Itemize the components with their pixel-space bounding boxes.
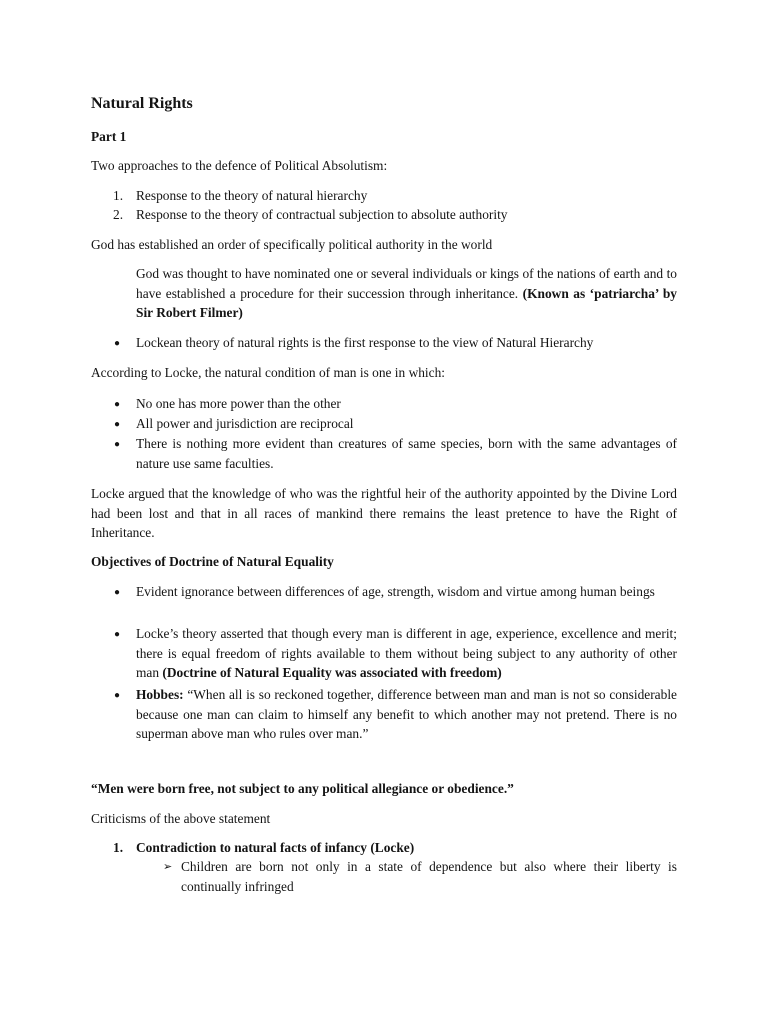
- bullet-icon: ●: [114, 419, 121, 430]
- list-number: 1.: [113, 840, 124, 855]
- list-item: Response to the theory of natural hierarchy: [136, 188, 368, 203]
- list-item: No one has more power than the other: [136, 396, 341, 411]
- lockean-bullet: Lockean theory of natural rights is the first response to the view of Natural Hierarchy: [136, 335, 594, 350]
- locke-argued-paragraph: Locke argued that the knowledge of who was the rightful heir of the authority appointed by the Divine Lord had been lost and that in all races of mankind there remains the least pretence to have the Right of Inheritance.: [91, 486, 677, 540]
- bullet-icon: ●: [114, 690, 121, 701]
- bullet-icon: ●: [114, 439, 121, 450]
- criticisms-intro: Criticisms of the above statement: [91, 811, 271, 826]
- page-title: Natural Rights: [91, 95, 193, 112]
- god-statement: God has established an order of specifically political authority in the world: [91, 237, 493, 252]
- god-quote: [136, 264, 677, 323]
- list-item: There is nothing more evident than creatures of same species, born with the same advantages of nature use same faculties.: [136, 436, 677, 471]
- part-heading: Part 1: [91, 129, 127, 144]
- bullet-icon: ●: [114, 399, 121, 410]
- hobbes-label: Hobbes:: [136, 687, 184, 702]
- objectives-heading: Objectives of Doctrine of Natural Equality: [91, 554, 334, 569]
- list-number: 2.: [113, 207, 124, 222]
- intro-paragraph: Two approaches to the defence of Political Absolutism:: [91, 158, 388, 173]
- men-born-free-heading: “Men were born free, not subject to any political allegiance or obedience.”: [91, 781, 514, 796]
- arrow-bullet-icon: ➢: [163, 861, 173, 873]
- list-item: Response to the theory of contractual subjection to absolute authority: [136, 207, 508, 222]
- hobbes-quote: “When all is so reckoned together, difference between man and man is not so considerable because one man can claim to himself any benefit to which another may not pretend. There is no superman above man who rules over man.”: [136, 687, 677, 741]
- list-item: Evident ignorance between differences of age, strength, wisdom and virtue among human beings: [136, 584, 655, 599]
- objective-bold: (Doctrine of Natural Equality was associated with freedom): [162, 665, 502, 680]
- criticism-heading: Contradiction to natural facts of infancy (Locke): [136, 840, 415, 855]
- bullet-icon: ●: [114, 338, 121, 349]
- list-item: [136, 685, 677, 744]
- list-item: [136, 624, 677, 683]
- bullet-icon: ●: [114, 587, 121, 598]
- criticism-subpoint: Children are born not only in a state of dependence but also where their liberty is continually infringed: [181, 859, 677, 894]
- bullet-icon: ●: [114, 629, 121, 640]
- god-quote-bold: (Known as ‘patriarcha’ by Sir Robert Filmer): [136, 285, 677, 320]
- objective-text: Locke’s theory asserted that though every man is different in age, experience, excellence and merit; there is equal freedom of rights available to them without being subject to any authority of other man: [136, 626, 677, 680]
- locke-condition: According to Locke, the natural condition of man is one in which:: [91, 365, 446, 380]
- list-item: All power and jurisdiction are reciprocal: [136, 416, 354, 431]
- god-quote-text: God was thought to have nominated one or several individuals or kings of the nations of earth and to have established a procedure for their succession through inheritance.: [136, 266, 677, 301]
- list-number: 1.: [113, 188, 124, 203]
